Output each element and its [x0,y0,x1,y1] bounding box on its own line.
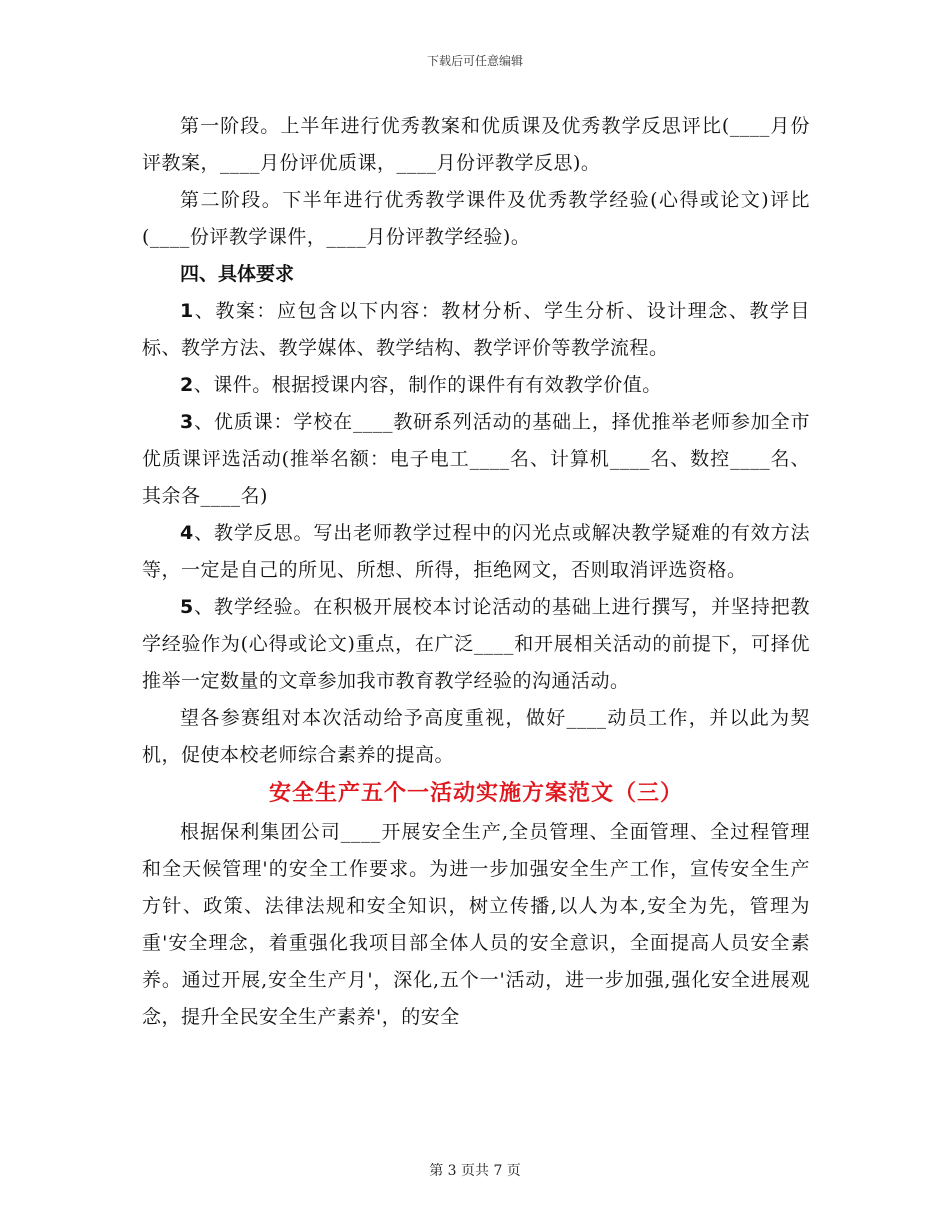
document-body [142,108,810,1036]
paragraph-stage-one: 第一阶段。上半年进行优秀教案和优质课及优秀教学反思评比(____月份评教案，____月份评优质课，____月份评教学反思)。 [142,115,810,174]
paragraph-safety-intro: 根据保利集团公司____开展安全生产,全员管理、全面管理、全过程管理和全天候管理'的安全工作要求。为进一步加强安全生产工作，宣传安全生产方针、政策、法律法规和安全知识，树立传播,以人为本,安全为先，管理为重'安全理念，着重强化我项目部全体人员的安全意识，全面提高人员安全素养。通过开展,安全生产月'，深化,五个一'活动，进一步加强,强化安全进展观念，提升全民安全生产素养'，的安全 [142,821,810,1028]
item-number: 5 [180,596,194,618]
paragraph-stage-two: 第二阶段。下半年进行优秀教学课件及优秀教学经验(心得或论文)评比(____份评教学课件，____月份评教学经验)。 [142,189,810,248]
item-text: 、教学反思。写出老师教学过程中的闪光点或解决教学疑难的有效方法等，一定是自己的所见、所想、所得，拒绝网文，否则取消评选资格。 [142,522,810,581]
item-text: 、课件。根据授课内容，制作的课件有有效教学价值。 [193,374,662,396]
list-item [142,404,810,515]
item-text: 、教学经验。在积极开展校本讨论活动的基础上进行撰写，并坚持把教学经验作为(心得或论文)重点，在广泛____和开展相关活动的前提下，可择优推举一定数量的文章参加我市教育教学经验的沟通活动。 [142,596,810,692]
item-number: 2 [180,374,194,396]
item-text: 、教案：应包含以下内容：教材分析、学生分析、设计理念、教学目标、教学方法、教学媒体、教学结构、教学评价等教学流程。 [142,300,810,359]
list-item [142,293,810,367]
list-item [142,515,810,589]
list-item [142,367,810,404]
page-header: 下载后可任意编辑 [426,54,523,68]
section-heading-requirements: 四、具体要求 [180,263,295,285]
item-number: 1 [180,300,194,322]
item-text: 、优质课：学校在____教研系列活动的基础上，择优推举老师参加全市优质课评选活动(推举名额：电子电工____名、计算机____名、数控____名、其余各____名) [142,411,810,507]
page-footer: 第 3 页共 7 页 [429,1163,521,1179]
paragraph-closing: 望各参赛组对本次活动给予高度重视，做好____动员工作，并以此为契机，促使本校老师综合素养的提高。 [142,707,810,766]
list-item [142,589,810,700]
item-number: 4 [180,522,194,544]
section-title: 安全生产五个一活动实施方案范文（三） [268,781,683,806]
item-number: 3 [180,411,194,433]
